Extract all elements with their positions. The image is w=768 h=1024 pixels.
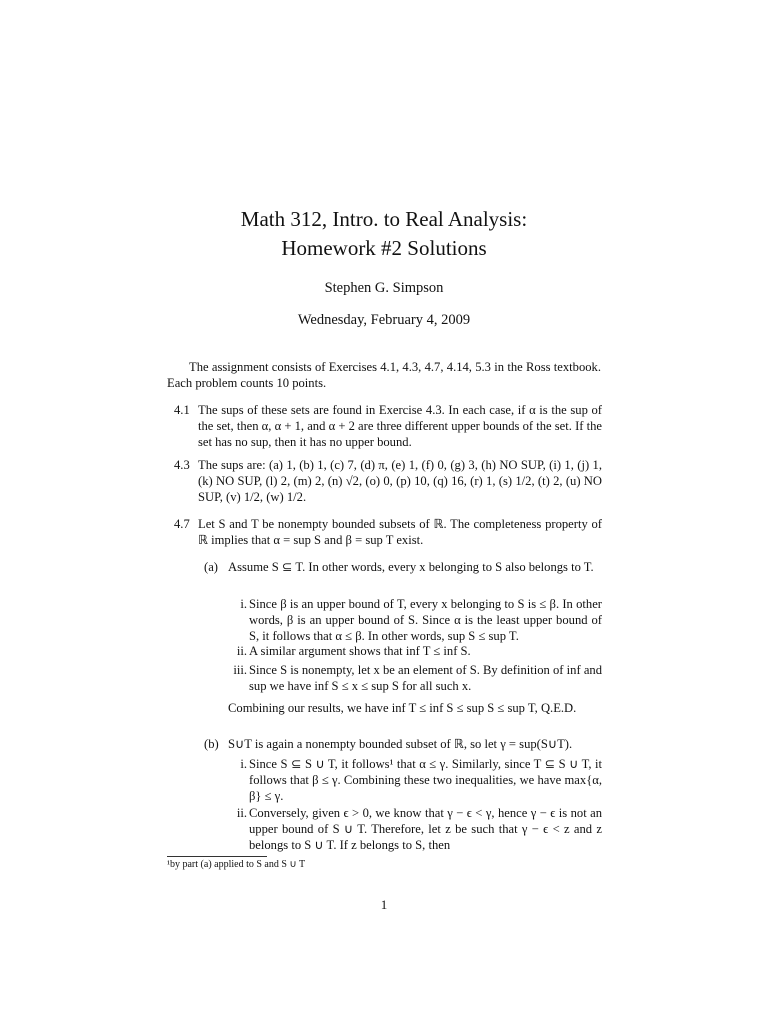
- item-number: iii.: [233, 663, 247, 677]
- part-b-item-ii: [228, 805, 602, 853]
- problem-4-1: [174, 402, 602, 450]
- part-text: S∪T is again a nonempty bounded subset of ℝ, so let γ = sup(S∪T).: [228, 737, 573, 751]
- problem-4-7: [174, 516, 602, 548]
- part-a-conclusion: Combining our results, we have inf T ≤ inf S ≤ sup S ≤ sup T, Q.E.D.: [228, 701, 577, 715]
- footnote-rule: [167, 856, 267, 857]
- part-number: (a): [204, 560, 218, 574]
- footnote: ¹by part (a) applied to S and S ∪ T: [167, 859, 306, 870]
- problem-4-3: [174, 457, 602, 505]
- part-a-item-iii: [228, 662, 602, 694]
- item-text: Since S is nonempty, let x be an element of S. By definition of inf and sup we have inf S ≤ x ≤ sup S for all such x.: [249, 663, 602, 693]
- part-text: Assume S ⊆ T. In other words, every x belonging to S also belongs to T.: [228, 560, 594, 574]
- item-text: Since S ⊆ S ∪ T, it follows¹ that α ≤ γ. Similarly, since T ⊆ S ∪ T, it follows that β ≤ γ. Combining these two inequalities, we have max{α, β} ≤ γ.: [249, 757, 602, 803]
- problem-number: 4.1: [174, 403, 190, 417]
- item-number: i.: [240, 757, 247, 771]
- part-a-item-i: [228, 596, 602, 644]
- problem-number: 4.3: [174, 458, 190, 472]
- author: Stephen G. Simpson: [324, 280, 444, 296]
- item-number: ii.: [236, 806, 247, 820]
- date: Wednesday, February 4, 2009: [297, 312, 471, 328]
- page-number: 1: [380, 897, 388, 912]
- title-line-1: Math 312, Intro. to Real Analysis:: [240, 207, 528, 231]
- part-a: [204, 559, 602, 575]
- intro-paragraph: The assignment consists of Exercises 4.1, 4.3, 4.7, 4.14, 5.3 in the Ross textbook. Each problem counts 10 points.: [167, 360, 601, 390]
- page-title: [0, 205, 768, 263]
- problem-text: Let S and T be nonempty bounded subsets of ℝ. The completeness property of ℝ implies that α = sup S and β = sup T exist.: [198, 517, 602, 547]
- problem-number: 4.7: [174, 517, 190, 531]
- part-b-item-i: [228, 756, 602, 804]
- item-text: A similar argument shows that inf T ≤ inf S.: [249, 644, 471, 658]
- problem-text: The sups of these sets are found in Exercise 4.3. In each case, if α is the sup of the set, then α, α + 1, and α + 2 are three different upper bounds of the set. If the set has no sup, then it has no upper bound.: [198, 403, 602, 449]
- item-number: ii.: [236, 644, 247, 658]
- part-b: [204, 736, 602, 752]
- item-text: Conversely, given ϵ > 0, we know that γ − ϵ < γ, hence γ − ϵ is not an upper bound of S ∪ T. Therefore, let z be such that γ − ϵ < z and z belongs to S ∪ T. If z belongs to S, then: [249, 806, 602, 852]
- part-number: (b): [204, 737, 219, 751]
- problem-text: The sups are: (a) 1, (b) 1, (c) 7, (d) π, (e) 1, (f) 0, (g) 3, (h) NO SUP, (i) 1, (j) 1, (k) NO SUP, (l) 2, (m) 2, (n) √2, (o) 0, (p) 10, (q) 16, (r) 1, (s) 1/2, (t) 2, (u) NO SUP, (v) 1/2, (w) 1/2.: [198, 458, 602, 504]
- item-text: Since β is an upper bound of T, every x belonging to S is ≤ β. In other words, β is an upper bound of S. Since α is the least upper bound of S, it follows that α ≤ β. In other words, sup S ≤ sup T.: [249, 597, 602, 643]
- item-number: i.: [240, 597, 247, 611]
- title-line-2: Homework #2 Solutions: [281, 236, 487, 260]
- part-a-item-ii: [228, 643, 602, 659]
